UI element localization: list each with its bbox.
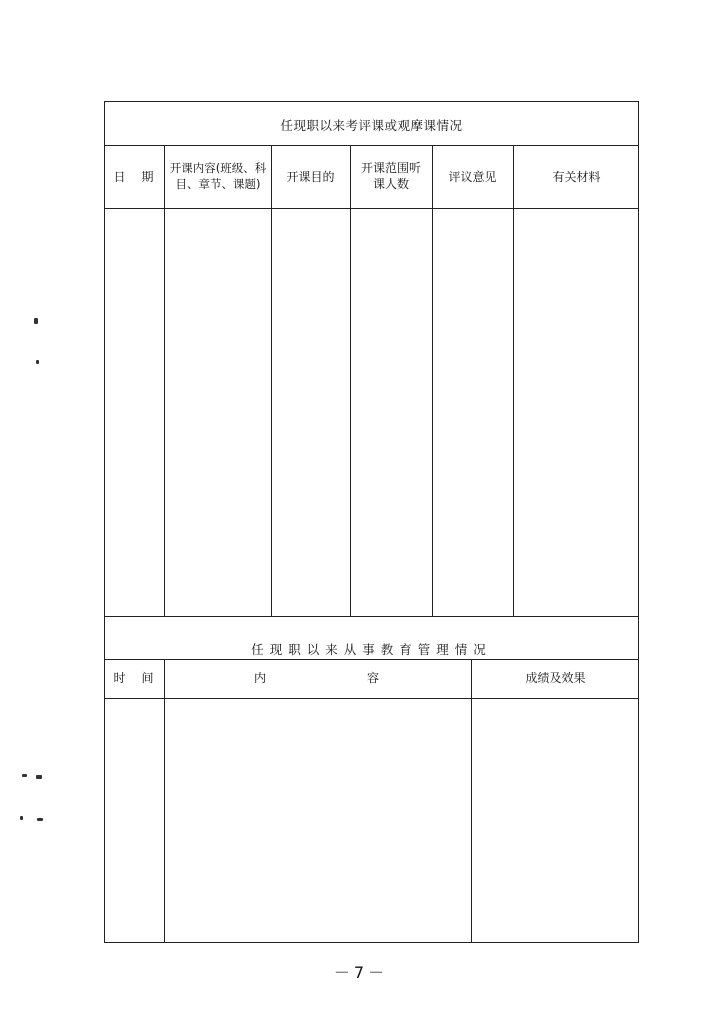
column-header-comments: 评议意见 [448,170,497,184]
divider [105,145,638,146]
column-header-content-part2: 容 [366,671,379,685]
divider [105,208,638,209]
section-title: 任现职以来考评课或观摩课情况 [280,118,463,133]
column-header-purpose: 开课目的 [286,170,335,184]
scan-mark [36,775,42,779]
column-divider [164,659,165,942]
section-title: 任现职以来从事教育管理情况 [251,642,492,657]
column-header-results: 成绩及效果 [525,671,586,685]
scan-mark [36,360,39,364]
section-education-management [105,616,638,942]
column-divider [271,145,272,616]
scan-mark [34,318,38,324]
column-header-content-part1: 内 [253,671,266,685]
column-divider [432,145,433,616]
column-header-date: 日 期 [113,170,156,184]
column-header-scope: 开课范围听课人数 [360,161,421,191]
column-divider [164,145,165,616]
scan-mark [20,816,23,820]
column-header-materials: 有关材料 [552,170,601,184]
column-divider [513,145,514,616]
column-divider [350,145,351,616]
page-number: －7－ [333,963,389,982]
record-table [104,101,639,943]
scan-mark [37,818,43,821]
column-header-time: 时 间 [113,671,156,685]
divider [105,659,638,660]
column-header-content: 开课内容(班级、科目、章节、课题) [169,161,267,191]
scan-mark [22,774,27,777]
column-divider [471,659,472,942]
divider [105,698,638,699]
